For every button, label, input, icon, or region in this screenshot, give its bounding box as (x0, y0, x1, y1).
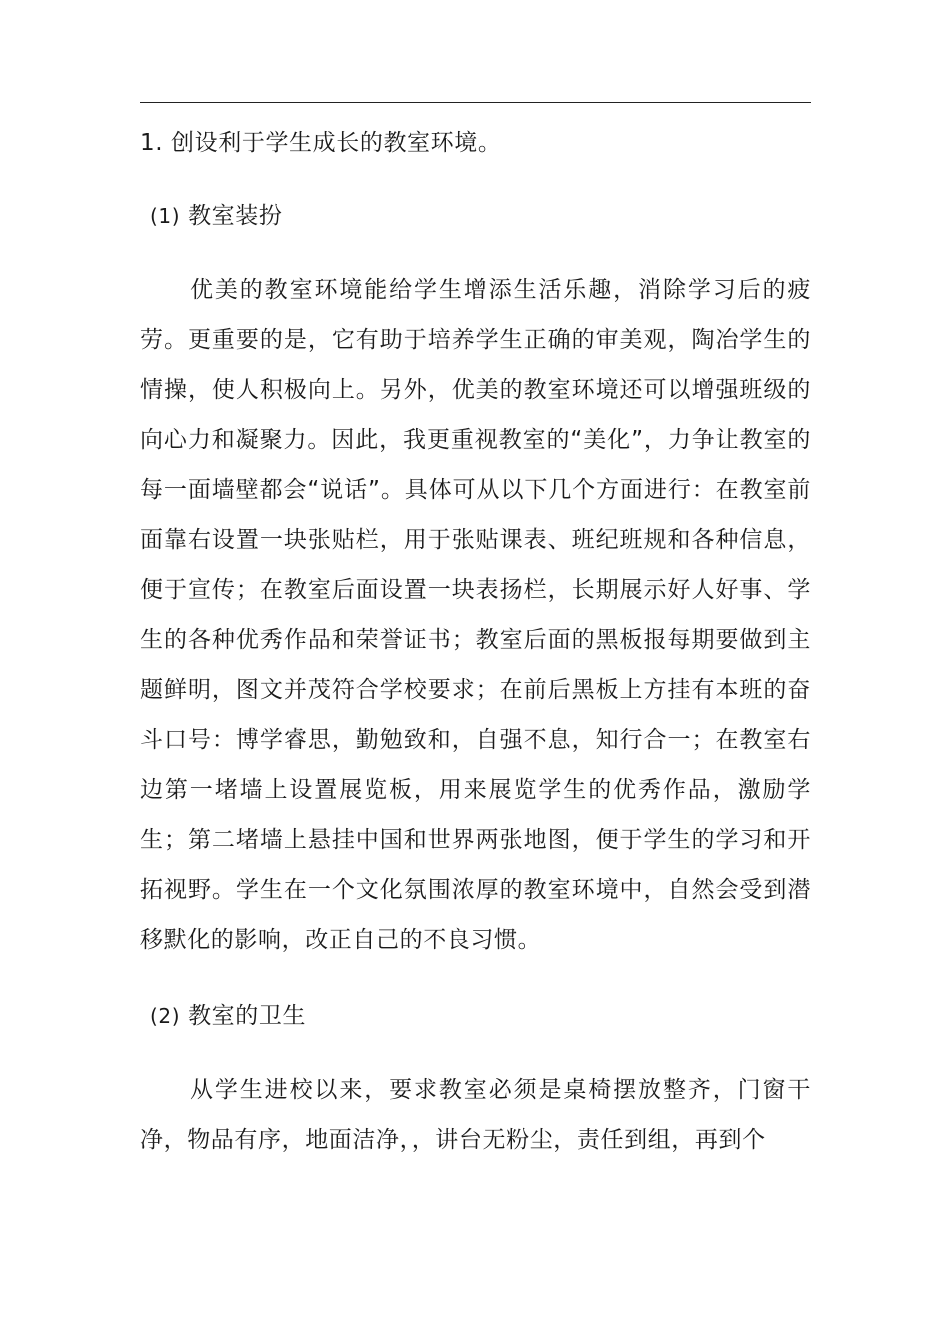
subsection-heading-hygiene (150, 991, 811, 1041)
subsection-number: (2) (150, 1004, 181, 1028)
subsection-title: 教室装扮 (188, 203, 283, 229)
spacer (140, 965, 811, 991)
section-heading: 1. 创设利于学生成长的教室环境。 (140, 130, 502, 156)
subsection-number: (1) (150, 204, 181, 228)
paragraph-decoration: 优美的教室环境能给学生增添生活乐趣，消除学习后的疲劳。更重要的是，它有助于培养学生正确的审美观，陶冶学生的情操，使人积极向上。另外，优美的教室环境还可以增强班级的向心力和凝聚力。因此，我更重视教室的“美化”，力争让教室的每一面墙壁都会“说话”。具体可从以下几个方面进行：在教室前面靠右设置一块张贴栏，用于张贴课表、班纪班规和各种信息，便于宣传；在教室后面设置一块表扬栏，长期展示好人好事、学生的各种优秀作品和荣誉证书；教室后面的黑板报每期要做到主题鲜明，图文并茂符合学校要求；在前后黑板上方挂有本班的奋斗口号：博学睿思，勤勉致和，自强不息，知行合一；在教室右边第一堵墙上设置展览板，用来展览学生的优秀作品，激励学生；第二堵墙上悬挂中国和世界两张地图，便于学生的学习和开拓视野。学生在一个文化氛围浓厚的教室环境中，自然会受到潜移默化的影响，改正自己的不良习惯。 (140, 277, 811, 953)
document-body (140, 118, 811, 1165)
header-divider (140, 102, 811, 103)
paragraph-hygiene: 从学生进校以来，要求教室必须是桌椅摆放整齐，门窗干净，物品有序，地面洁净，，讲台无粉尘，责任到组，再到个 (140, 1077, 811, 1153)
subsection-heading-decoration (150, 191, 811, 241)
subsection-title: 教室的卫生 (188, 1003, 307, 1029)
